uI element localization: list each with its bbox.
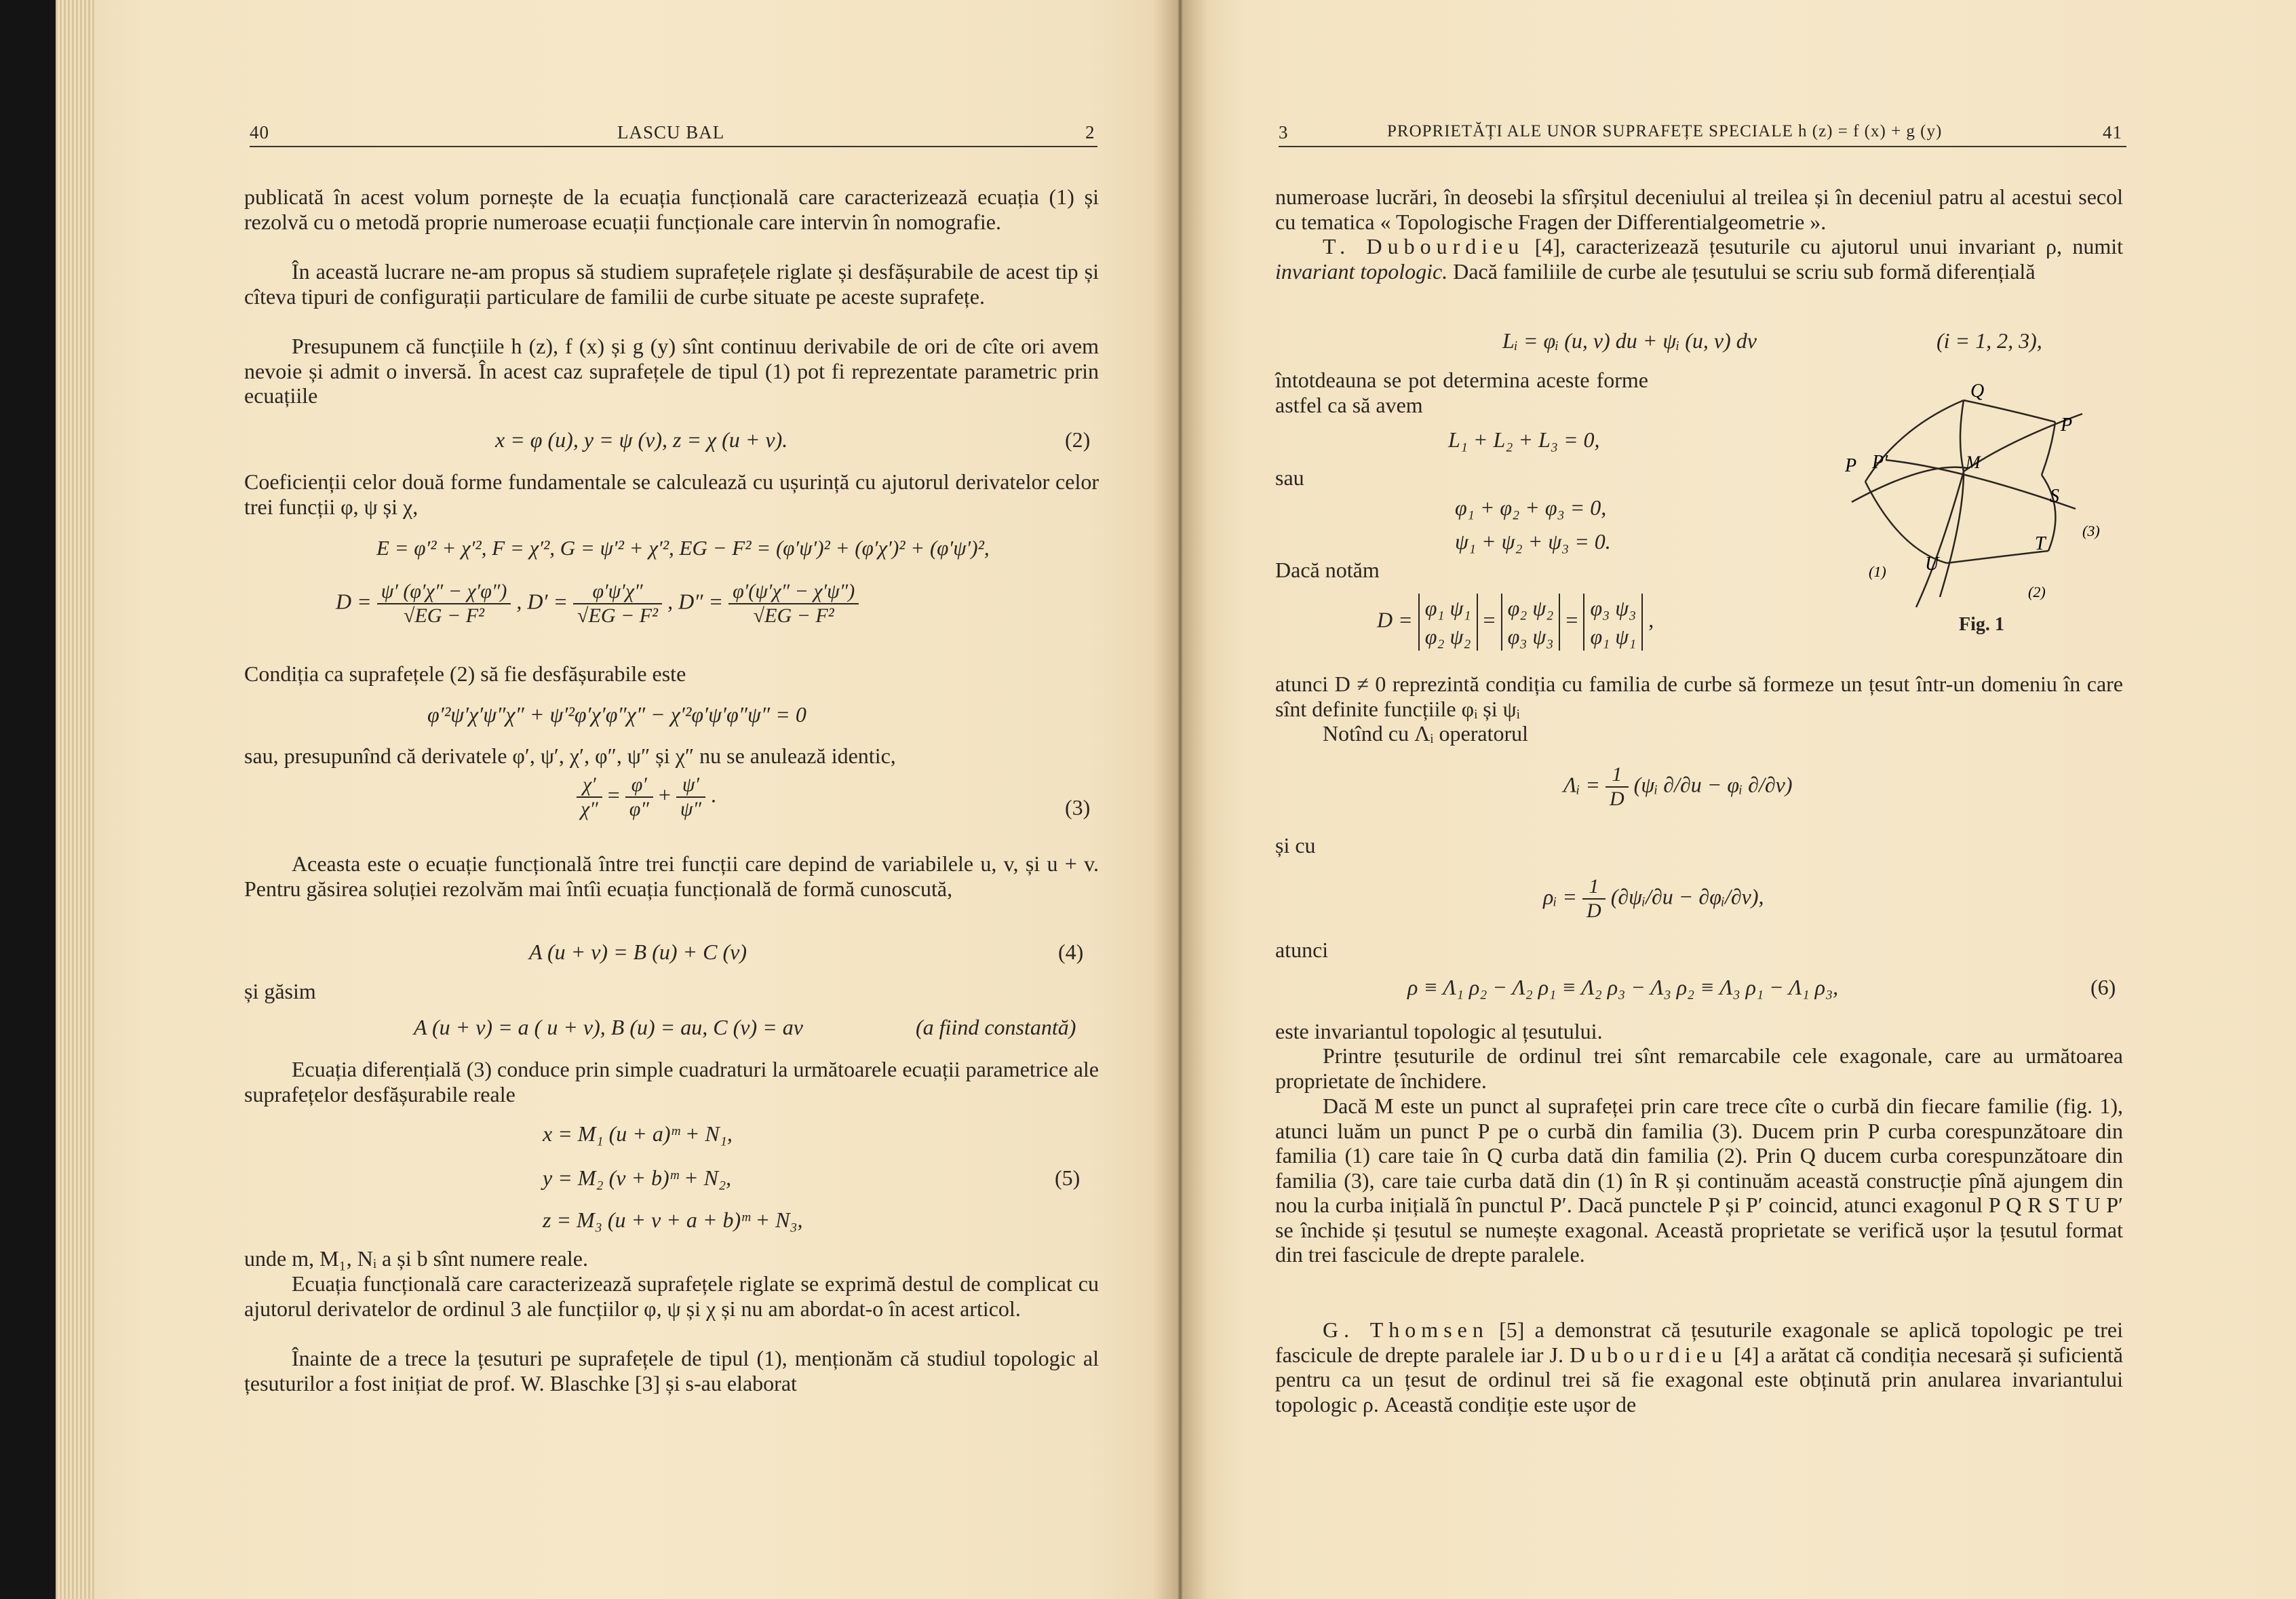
equation-6: ρ ≡ Λ₁ ρ₂ − Λ₂ ρ₁ ≡ Λ₂ ρ₃ − Λ₃ ρ₂ ≡ Λ₃ ρ₁ − Λ₁ ρ₃, xyxy=(1407,975,1839,999)
determinant-2: φ₂ ψ₂ φ₃ ψ₃ xyxy=(1501,594,1561,651)
left-para-7: Aceasta este o ecuație funcțională între trei funcții care depind de variabilele u, v, și u + v. Pentru găsirea soluției rezolvăm mai întîi ecuația funcțională de formă cunoscută, xyxy=(244,851,1099,901)
fig-label-P-prime: P′ xyxy=(1872,452,1888,473)
determinant-1: φ₁ ψ₁ φ₂ ψ₂ xyxy=(1418,594,1478,651)
right-para-3: întotdeauna se pot determina aceste forme astfel ca să avem xyxy=(1275,368,1648,417)
author-thomsen: G. Thomsen xyxy=(1323,1317,1489,1342)
left-para-2: În această lucrare ne-am propus să studiem suprafețele riglate și desfășurabile de acest tip și cîteva tipuri de configurații particulare de familii de curbe situate pe aceste suprafețe. xyxy=(244,259,1099,309)
curve-family-3-b xyxy=(2042,422,2055,475)
curve-family-2-b xyxy=(1947,551,2048,563)
eq-D1-num: φ′ψ′χ″ xyxy=(573,580,662,604)
fig-label-Q: Q xyxy=(1970,381,1985,402)
right-para-5: atunci D ≠ 0 reprezintă condiția cu familia de curbe să formeze un țesut într-un domeniu în care sînt definite funcțiile φᵢ și ψᵢ xyxy=(1275,672,2123,721)
right-sau: sau xyxy=(1275,465,1304,490)
right-para-8: atunci xyxy=(1275,938,1329,962)
fig-label-M: M xyxy=(1966,452,1981,472)
fig-label-P-left: P xyxy=(1845,455,1857,476)
equation-L: Lᵢ = φᵢ (u, v) du + ψᵢ (u, v) dv xyxy=(1502,328,1757,353)
eq-D-fraction: $\frac{\psi' (\varphi'\chi'' - \chi'\varphi'')}{\text{√EG − F²}}$ xyxy=(377,580,511,628)
page-edges xyxy=(56,0,96,1599)
curve-family-3-a xyxy=(1865,482,1947,563)
right-chapter-number: 3 xyxy=(1279,122,1289,142)
fig-label-U: U xyxy=(1925,554,1939,575)
eq3-b-den: φ″ xyxy=(629,798,649,820)
right-para-12: G. Thomsen [5] a demonstrat că țesuturile exagonale se aplică topologic pe trei fascicule de drepte paralele iar J. Dubourdieu [4] a arătat că condiția necesară și suficientă pentru ca un țesut de ordinul trei să fie exagonal este obținută prin anularea invariantului topologic ρ. Această condiție este ușor de xyxy=(1275,1317,2124,1417)
eq-D2-den: EG − F² xyxy=(764,604,834,627)
curve-family-1-a xyxy=(1964,400,2055,422)
right-para-9: este invariantul topologic al țesutului. xyxy=(1275,1019,1603,1043)
equation-5-z: z = M₃ (u + v + a + b)ᵐ + N₃, xyxy=(543,1208,803,1232)
right-para-10: Printre țesuturile de ordinul trei sînt remarcabile cele exagonale, care au următoarea proprietate de închidere. xyxy=(1275,1043,2123,1093)
equation-4-number: (4) xyxy=(1058,940,1084,964)
equation-5-y: y = M₂ (v + b)ᵐ + N₂, xyxy=(543,1165,732,1190)
equation-2-number: (2) xyxy=(1065,427,1091,452)
left-chapter-number: 2 xyxy=(1085,122,1095,142)
curve-through-M-3 xyxy=(1916,414,2082,607)
equation-5-x: x = M₁ (u + a)ᵐ + N₁, xyxy=(543,1121,733,1146)
eq-D2-num: φ′(ψ′χ″ − χ′ψ″) xyxy=(728,580,859,604)
fig-label-T: T xyxy=(2035,533,2046,554)
book-gutter xyxy=(1153,0,1207,1599)
eq3-a-den: χ″ xyxy=(581,798,598,820)
eq-D-num: ψ′ (φ′χ″ − χ′φ″) xyxy=(377,580,511,604)
left-running-title: LASCU BAL xyxy=(617,122,725,142)
equation-6-number: (6) xyxy=(2090,975,2116,999)
left-para-11: Ecuația funcțională care caracterizează suprafețele riglate se exprimă destul de complicat cu ajutorul derivatelor de ordinul 3 ale funcțiilor φ, ψ și χ și nu am abordat-o în acest articol. xyxy=(244,1271,1099,1321)
left-para-5: Condiția ca suprafețele (2) să fie desfășurabile este xyxy=(244,661,686,686)
eq3-c-num: ψ′ xyxy=(676,773,705,798)
equation-sum-psi: ψ₁ + ψ₂ + ψ₃ = 0. xyxy=(1455,529,1611,554)
left-para-4: Coeficienții celor două forme fundamentale se calculează cu ușurință cu ajutorul derivatelor celor trei funcții φ, ψ și χ, xyxy=(244,469,1099,519)
right-para-7: și cu xyxy=(1275,833,1316,858)
right-running-title: PROPRIETĂȚI ALE UNOR SUPRAFEȚE SPECIALE h (z) = f (x) + g (y) xyxy=(1387,122,1943,140)
eq3-c-den: ψ″ xyxy=(680,798,702,820)
eq-D1-lhs: , D′ = xyxy=(516,589,568,614)
eq-D2-lhs: , D″ = xyxy=(667,589,724,614)
equation-3: $\frac{\chi'}{\chi''}$ = $\frac{\varphi'}{\varphi''}$ + $\frac{\psi'}{\psi''}$ . xyxy=(577,773,716,821)
determinant-row: D = φ₁ ψ₁ φ₂ ψ₂ = φ₂ ψ₂ φ₃ ψ₃ = φ₃ ψ₃ φ₁ ψ₁ , xyxy=(1377,594,1654,651)
left-para-1: publicată în acest volum pornește de la ecuația funcțională care caracterizează ecuația (1) și rezolvă cu o metodă proprie numeroase ecuații funcționale care intervin în nomografie. xyxy=(244,185,1099,234)
right-header-rule xyxy=(1279,146,2126,147)
equation-5-number: (5) xyxy=(1055,1165,1081,1190)
right-para-1: numeroase lucrări, în deosebi la sfîrșitul deceniului al treilea și în deceniul patru al acestui secol cu tematica « Topologische Fragen der Differentialgeometrie ». xyxy=(1275,185,2123,234)
left-header-rule xyxy=(250,146,1097,147)
equation-rho: ρᵢ = $\frac{1}{D}$ (∂ψᵢ/∂u − ∂φᵢ/∂v), xyxy=(1543,875,1764,922)
left-para-9: Ecuația diferențială (3) conduce prin simple cuadraturi la următoarele ecuații parametrice ale suprafețelor desfășurabile reale xyxy=(244,1057,1099,1106)
left-para-8: și găsim xyxy=(244,979,316,1003)
right-para-6: Notînd cu Λᵢ operatorul xyxy=(1323,721,1529,746)
eq3-b-num: φ′ xyxy=(625,773,653,798)
equation-lambda: Λᵢ = $\frac{1}{D}$ (ψᵢ ∂/∂u − φᵢ ∂/∂v) xyxy=(1563,763,1793,810)
right-page-number: 41 xyxy=(2103,122,2122,142)
equation-E-F-G: E = φ′² + χ′², F = χ′², G = ψ′² + χ′², EG − F² = (φ′ψ′)² + (φ′χ′)² + (φ′ψ′)², xyxy=(376,536,990,560)
equation-4: A (u + v) = B (u) + C (v) xyxy=(529,940,747,964)
determinant-3: φ₃ ψ₃ φ₁ ψ₁ xyxy=(1583,594,1643,651)
figure-1-caption: Fig. 1 xyxy=(1959,614,2004,635)
equation-D-row xyxy=(336,580,859,628)
equation-L-note: (i = 1, 2, 3), xyxy=(1937,328,2042,353)
equation-developable: φ′²ψ′χ′ψ″χ″ + ψ′²φ′χ′φ″χ″ − χ′²φ′ψ′φ″ψ″ = 0 xyxy=(427,702,806,727)
left-page-number: 40 xyxy=(250,122,269,142)
eq-D-lhs: D = xyxy=(336,589,372,614)
eq-D1-den: EG − F² xyxy=(588,604,659,627)
left-para-10: unde m, M₁, Nᵢ a și b sînt numere reale. xyxy=(244,1246,588,1271)
equation-solution: A (u + v) = a ( u + v), B (u) = au, C (v) = av xyxy=(414,1015,803,1039)
left-para-12: Înainte de a trece la țesuturi pe suprafețele de tipul (1), menționăm că studiul topologic al țesuturilor a fost inițiat de prof. W. Blaschke [3] și s-au elaborat xyxy=(244,1346,1099,1395)
curve-through-P xyxy=(1852,467,1967,502)
equation-sum-phi: φ₁ + φ₂ + φ₃ = 0, xyxy=(1455,495,1607,520)
equation-2: x = φ (u), y = ψ (v), z = χ (u + v). xyxy=(495,427,788,452)
eq3-a-num: χ′ xyxy=(577,773,602,798)
eq-D2-fraction: $\frac{\varphi'(\psi'\chi'' - \chi'\psi'')}{\text{√EG − F²}}$ xyxy=(728,580,859,628)
author-dubourdieu-2: Dubourdieu xyxy=(1570,1342,1728,1367)
figure-1-hexagonal-web xyxy=(1845,373,2130,631)
right-para-11: Dacă M este un punct al suprafeței prin care trece cîte o curbă din fiecare familie (fig. 1), atunci luăm un punct P pe o curbă din familia (3). Ducem prin P curba corespunzătoare din familia (1) care taie în Q curba dată din familia (2). Prin Q ducem curba corespunzătoare din familia (3), care taie curba dată din (1) în R și continuăm această construcție pînă ajungem din nou la curba inițială în punctul P′. Dacă punctele P și P′ coincid, atunci exagonul P Q R S T U P′ se închide și țesutul se numește exagonal. Această proprietate se verifică ușor la țesutul format din trei fascicule de drepte paralele. xyxy=(1275,1094,2123,1267)
eq-D1-fraction: $\frac{\varphi'\psi'\chi''}{\text{√EG − F²}}$ xyxy=(573,580,662,628)
equation-3-number: (3) xyxy=(1065,795,1091,820)
right-para-4: Dacă notăm xyxy=(1275,558,1380,582)
left-para-3: Presupunem că funcțiile h (z), f (x) și g (y) sînt continuu derivabile de ori de cîte ori avem nevoie și admit o inversă. În acest caz suprafețele de tipul (1) pot fi reprezentate parametric prin ecuațiile xyxy=(244,334,1099,408)
fig-label-family-3: (3) xyxy=(2082,522,2100,539)
author-dubourdieu: T. Dubourdieu xyxy=(1323,234,1525,258)
right-para-2: T. Dubourdieu [4], caracterizează țesuturile cu ajutorul unui invariant ρ, numit invariant topologic. Dacă familiile de curbe ale țesutului se scriu sub formă diferențială xyxy=(1275,234,2124,284)
equation-sum-L: L₁ + L₂ + L₃ = 0, xyxy=(1448,427,1600,452)
curve-through-M-2 xyxy=(1940,400,1964,597)
term-invariant-topologic: invariant topologic. xyxy=(1275,258,1448,284)
eq-D-den: EG − F² xyxy=(414,604,485,627)
left-para-6: sau, presupunînd că derivatele φ′, ψ′, χ′, φ″, ψ″ și χ″ nu se anulează identic, xyxy=(244,744,896,768)
fig-label-family-1: (1) xyxy=(1869,563,1886,580)
fig-label-S: S xyxy=(2050,486,2059,507)
equation-solution-note: (a fiind constantă) xyxy=(916,1015,1076,1039)
fig-label-family-2: (2) xyxy=(2028,583,2046,600)
fig-label-P: P xyxy=(2061,415,2073,436)
